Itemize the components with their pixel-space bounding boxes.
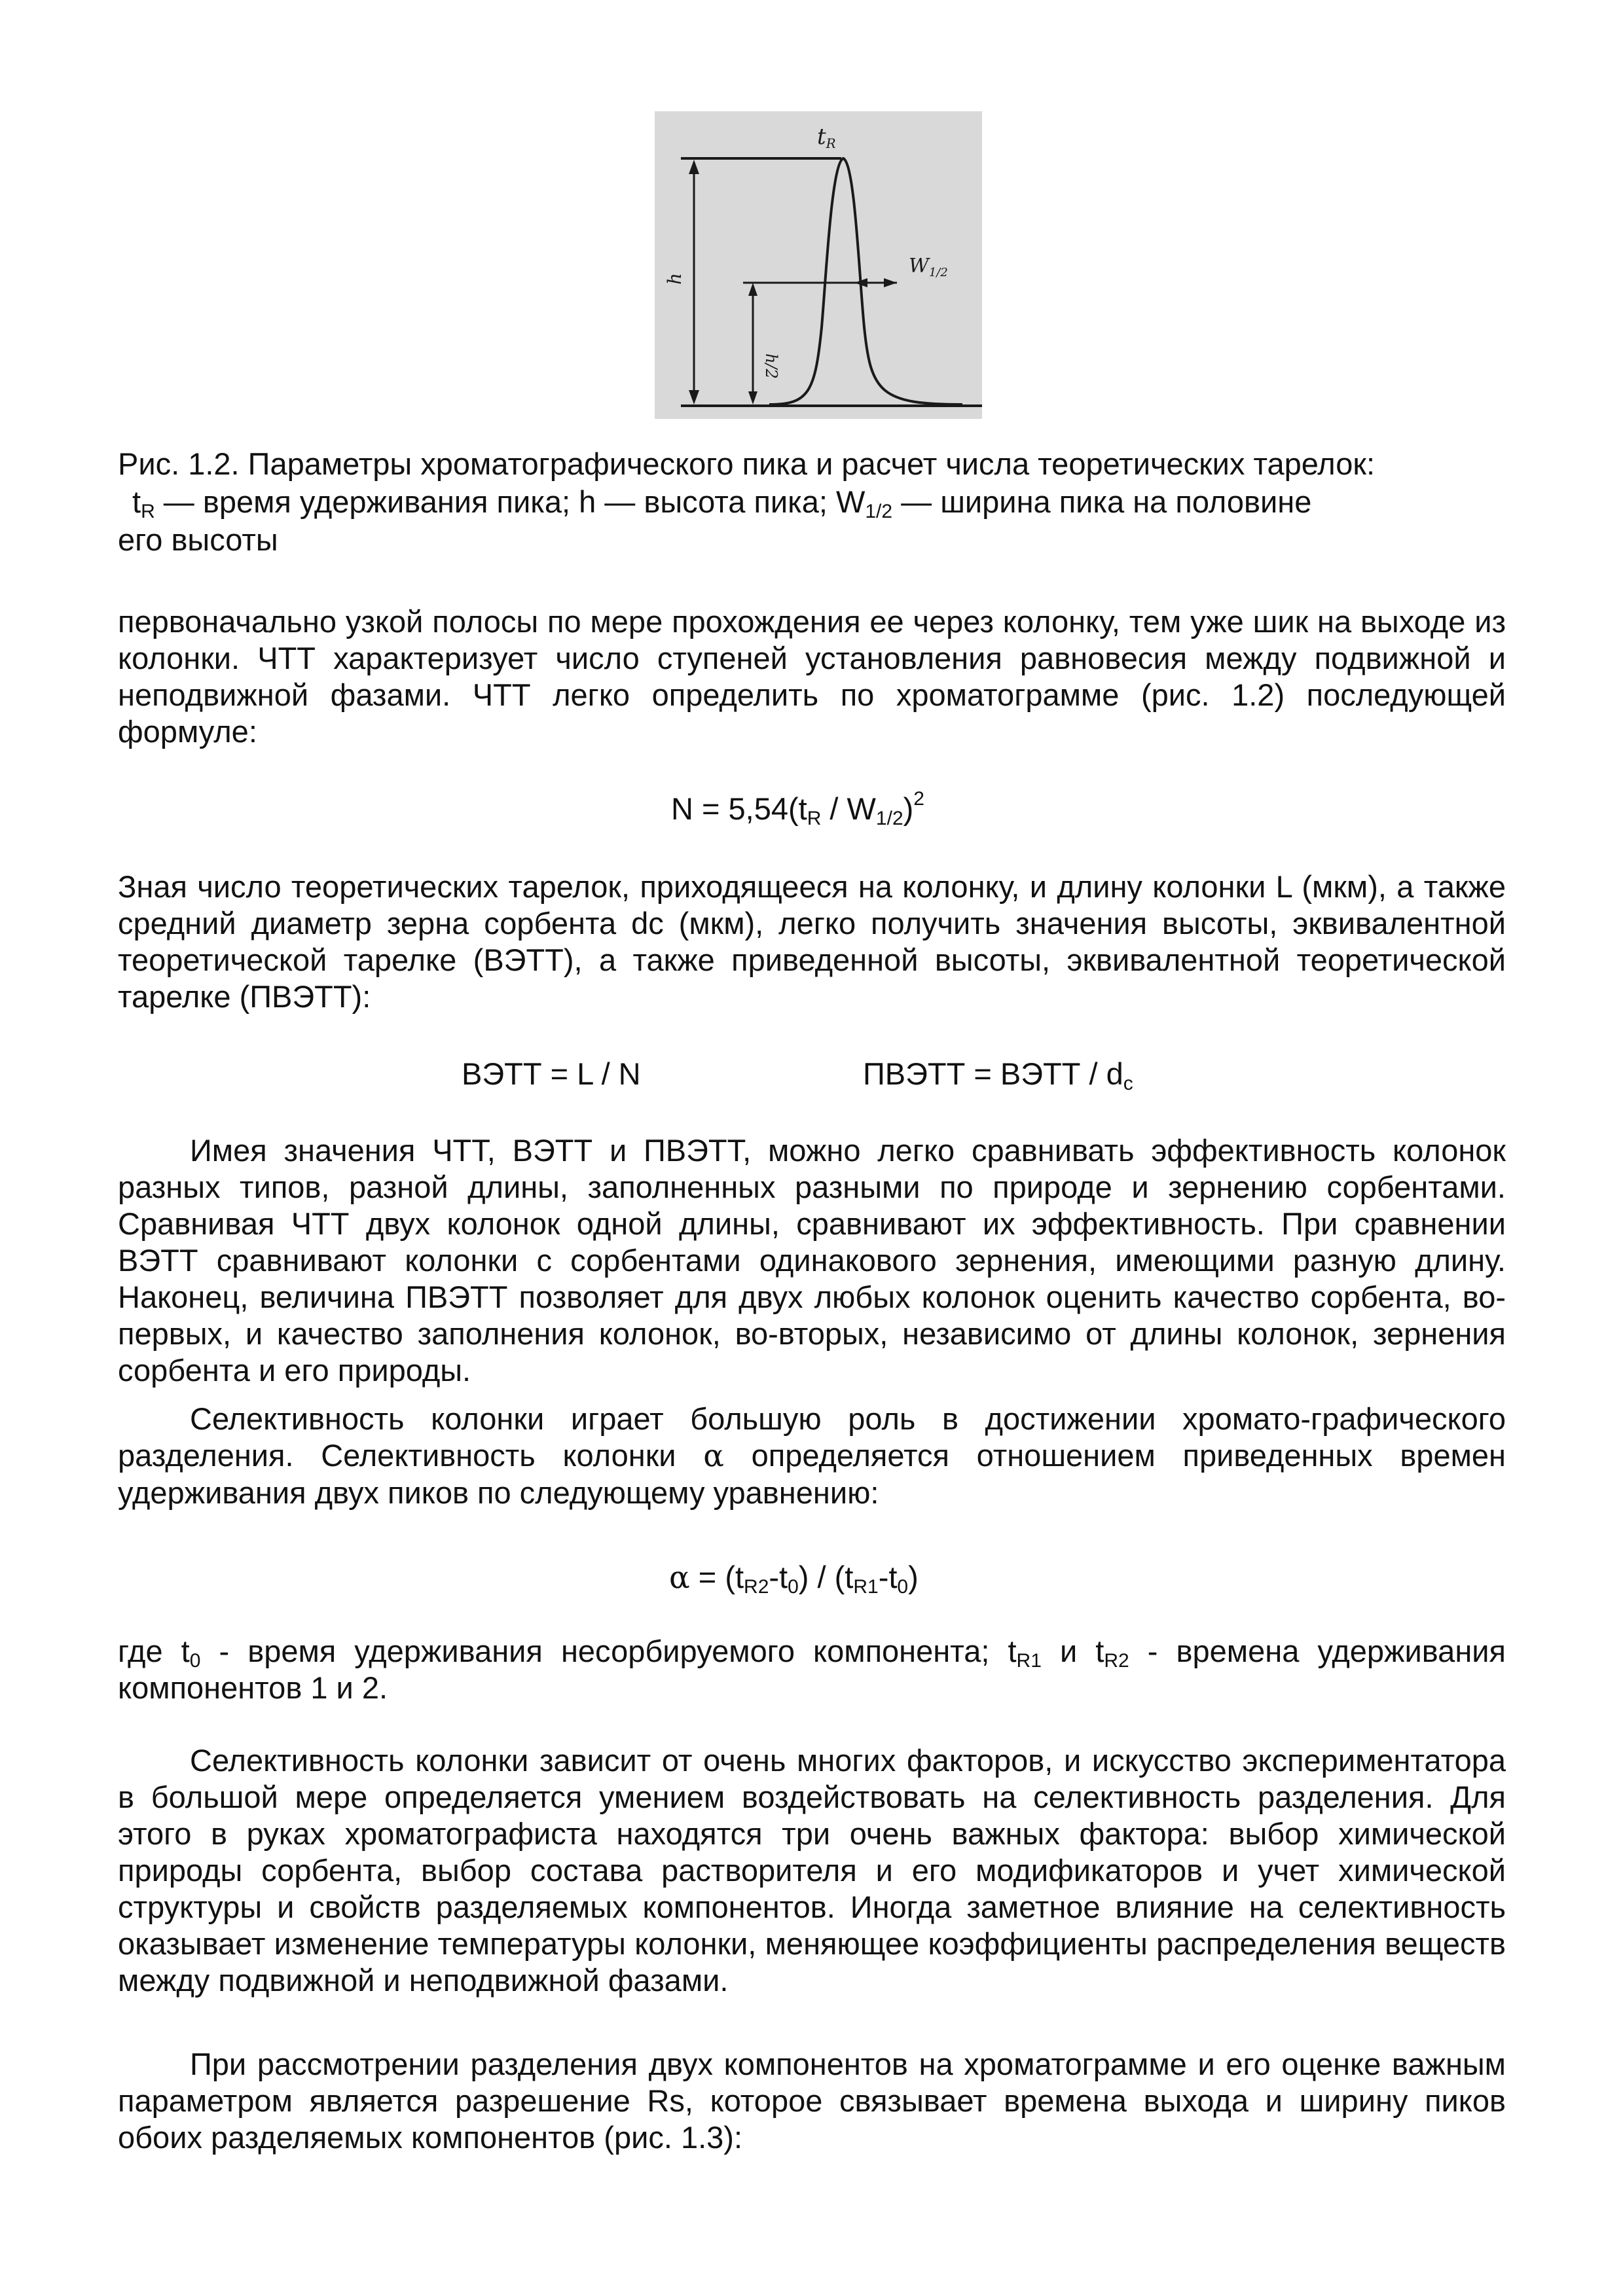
paragraph-3: Имея значения ЧТТ, ВЭТТ и ПВЭТТ, можно легко сравнивать эффективность колонок разных типов, разной длины, заполненных разными по природе и зернению сорбентами. Сравнивая ЧТТ двух колонок одной длины, сравнивают их эффективность. При сравнении ВЭТТ сравнивают колонки с сорбентами одинакового зернения, имеющими разную длину. Наконец, величина ПВЭТТ позволяет для двух любых колонок оценить качество сорбента, во-первых, и качество заполнения колонок, во-вторых, независимо от длины колонок, зернения сорбента и его природы. [118, 1133, 1506, 1388]
caption-line-2: $t_R$ — время удерживания пика; h — высота пика; $W_{1/2}$ — ширина пика на половине [132, 484, 1312, 522]
h-arrow-top [689, 160, 699, 174]
h2-arrow-top [748, 283, 757, 296]
paragraph-1: первоначально узкой полосы по мере прохождения ее через колонку, тем уже шик на выходе из колонки. ЧТТ характеризует число ступеней установления равновесия между подвижной и неподвижной фазами. ЧТТ легко определить по хроматограмме (рис. 1.2) последующей формуле: [118, 604, 1506, 749]
paragraph-6: Селективность колонки зависит от очень многих факторов, и искусство экспериментатора в большой мере определяется умением воздействовать на селективность разделения. Для этого в руках хроматографиста находятся три очень важных фактора: выбор химической природы сорбента, выбор состава растворителя и его модификаторов и учет химической структуры и свойств разделяемых компонентов. Иногда заметное влияние на селективность оказывает изменение температуры колонки, меняющее коэффициенты распределения веществ между подвижной и неподвижной фазами. [118, 1743, 1506, 1998]
w-arrow-right [884, 278, 897, 287]
formula-alpha: $\alpha = (t_{R2}-t_0) / (t_{R1}-t_0)$ [669, 1560, 919, 1598]
formula-n: $N = 5,54(t_R / W_{1/2})^2$ [671, 788, 924, 829]
figure-caption [118, 445, 1525, 559]
tr-label: tR [817, 124, 836, 151]
w-half-label: $W_{1/2}$ [909, 255, 948, 279]
h2-label: h/2 [762, 353, 780, 379]
caption-line-3: его высоты [118, 522, 278, 557]
caption-line-1: Рис. 1.2. Параметры хроматографического пика и расчет числа теоретических тарелок: [118, 446, 1376, 481]
paragraph-2: Зная число теоретических тарелок, приходящееся на колонку, и длину колонки L (мкм), а также средний диаметр зерна сорбента dc (мкм), легко получить значения высоты, эквивалентной теоретической тарелке (ВЭТТ), а также приведенной высоты, эквивалентной теоретической тарелке (ПВЭТТ): [118, 869, 1506, 1014]
peak-diagram [655, 111, 982, 419]
h-arrow-bottom [689, 390, 699, 404]
formula-pvett: ПВЭТТ = ВЭТТ / $d_c$ [863, 1056, 1133, 1094]
paragraph-5: где $t_0$ - время удерживания несорбируемого компонента; $t_{R1}$ и $t_{R2}$ - времена удерживания компонентов 1 и 2. [118, 1634, 1506, 1705]
paragraph-7: При рассмотрении разделения двух компонентов на хроматограмме и его оценке важным параметром является разрешение Rs, которое связывает времена выхода и ширину пиков обоих разделяемых компонентов (рис. 1.3): [118, 2047, 1506, 2155]
formula-vett: ВЭТТ = L / N [462, 1056, 641, 1091]
h2-arrow-bottom [748, 391, 757, 404]
chromatogram-figure [655, 111, 982, 419]
paragraph-4: Селективность колонки играет большую роль в достижении хромато-графического разделения. Селективность колонки α определяется отношением приведенных времен удерживания двух пиков по следующему уравнению: [118, 1401, 1506, 1510]
h-label: h [664, 272, 685, 285]
